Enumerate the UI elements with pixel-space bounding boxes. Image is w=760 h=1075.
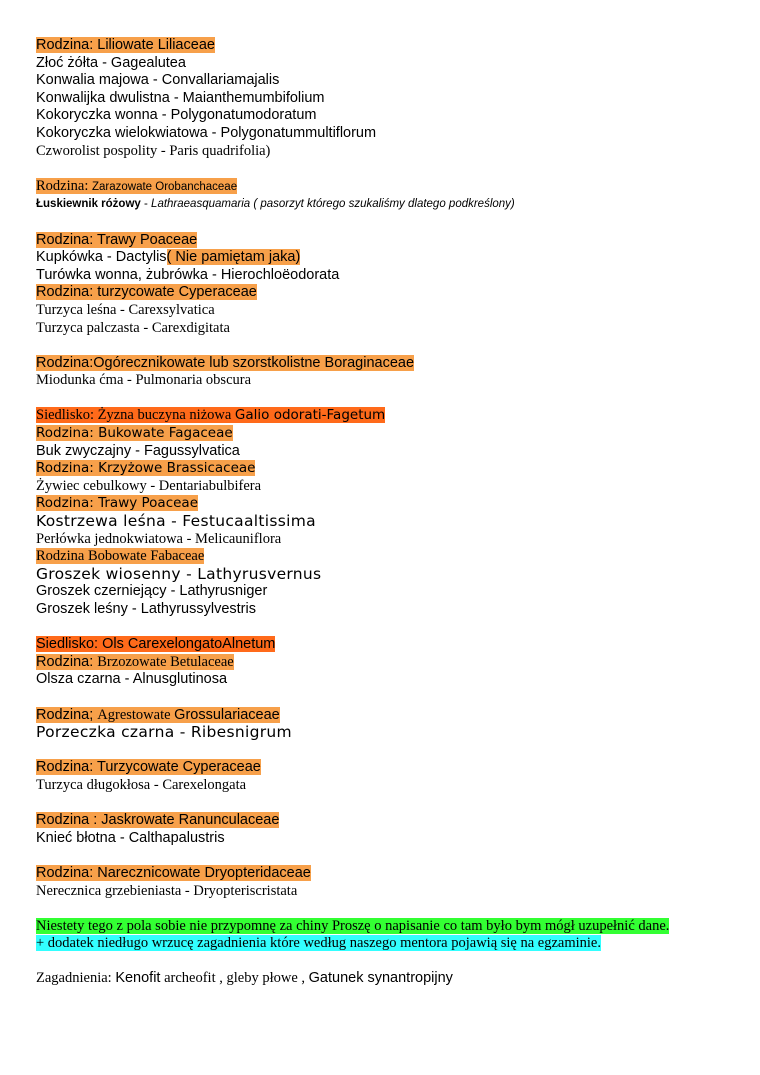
species-item: Buk zwyczajny - Fagussylvatica (36, 442, 240, 459)
species-item: Kokoryczka wonna - Polygonatumodoratum (36, 107, 317, 124)
family-heading-cyperaceae-2: Rodzina: Turzycowate Cyperaceae (36, 759, 261, 776)
species-item: Złoć żółta - Gagealutea (36, 54, 186, 71)
species-item: Nerecznica grzebieniasta - Dryopteriscristata (36, 882, 298, 899)
family-heading-brassicaceae: Rodzina: Krzyżowe Brassicaceae (36, 460, 256, 477)
species-item: Groszek czerniejący - Lathyrusniger (36, 583, 268, 600)
topics-line: Zagadnienia: Kenofit archeofit , gleby płowe , Gatunek synantropijny (36, 970, 453, 987)
species-item: Kokoryczka wielokwiatowa - Polygonatummultiflorum (36, 124, 377, 141)
family-heading-boraginaceae: Rodzina:Ogórecznikowate lub szorstkolistne Boraginaceae (36, 354, 415, 371)
family-heading-cyperaceae: Rodzina: turzycowate Cyperaceae (36, 284, 257, 301)
note-green: Niestety tego z pola sobie nie przypomnę za chiny Proszę o napisanie co tam było bym mógł uzupełnić dane. (36, 917, 670, 934)
family-heading-poaceae: Rodzina: Trawy Poaceae (36, 231, 198, 248)
family-heading-dryopteridaceae: Rodzina: Narecznicowate Dryopteridaceae (36, 864, 311, 881)
species-item: Groszek wiosenny - Lathyrusvernus (36, 564, 322, 583)
species-item-parasite: Łuskiewnik różowy - Lathraeasquamaria ( pasorzyt którego szukaliśmy dlatego podkreślony) (36, 198, 515, 211)
species-item: Groszek leśny - Lathyrussylvestris (36, 601, 256, 617)
species-item: Żywiec cebulkowy - Dentariabulbifera (36, 477, 262, 494)
species-item: Perłówka jednokwiatowa - Melicauniflora (36, 530, 282, 547)
document-page (36, 37, 726, 988)
family-heading-liliaceae: Rodzina: Liliowate Liliaceae (36, 37, 215, 53)
family-heading-betulaceae: Rodzina: Brzozowate Betulaceae (36, 653, 234, 670)
species-item: Miodunka ćma - Pulmonaria obscura (36, 372, 252, 389)
species-item: Konwalijka dwulistna - Maianthemumbifolium (36, 89, 325, 106)
family-heading-fagaceae: Rodzina: Bukowate Fagaceae (36, 425, 233, 442)
family-heading-fabaceae: Rodzina Bobowate Fabaceae (36, 548, 205, 565)
species-item: Kostrzewa leśna - Festucaaltissima (36, 512, 316, 531)
family-heading-ranunculaceae: Rodzina : Jaskrowate Ranunculaceae (36, 812, 280, 829)
species-item: Olsza czarna - Alnusglutinosa (36, 671, 228, 688)
species-item: Turzyca leśna - Carexsylvatica (36, 301, 215, 318)
species-item: Turzyca długokłosa - Carexelongata (36, 776, 247, 793)
species-item: Turówka wonna, żubrówka - Hierochloëodorata (36, 266, 340, 283)
species-item: Porzeczka czarna - Ribesnigrum (36, 723, 292, 742)
note-cyan: + dodatek niedługo wrzucę zagadnienia które według naszego mentora pojawią się na egzaminie. (36, 935, 601, 952)
species-item: Kupkówka - Dactylis( Nie pamiętam jaka) (36, 249, 301, 266)
family-heading-grossulariaceae: Rodzina; Agrestowate Grossulariaceae (36, 706, 280, 723)
habitat-heading-alnetum: Siedlisko: Ols CarexelongatoAlnetum (36, 636, 276, 653)
species-item: Konwalia majowa - Convallariamajalis (36, 72, 280, 89)
family-heading-poaceae-2: Rodzina: Trawy Poaceae (36, 495, 199, 512)
family-heading-orobanchaceae: Rodzina: Zarazowate Orobanchaceae (36, 177, 238, 194)
habitat-heading-fagetum: Siedlisko: Żyzna buczyna niżowa Galio odorati-Fagetum (36, 407, 386, 424)
species-item: Czworolist pospolity - Paris quadrifolia) (36, 142, 271, 159)
species-item: Turzyca palczasta - Carexdigitata (36, 319, 230, 336)
species-item: Knieć błotna - Calthapalustris (36, 829, 225, 846)
